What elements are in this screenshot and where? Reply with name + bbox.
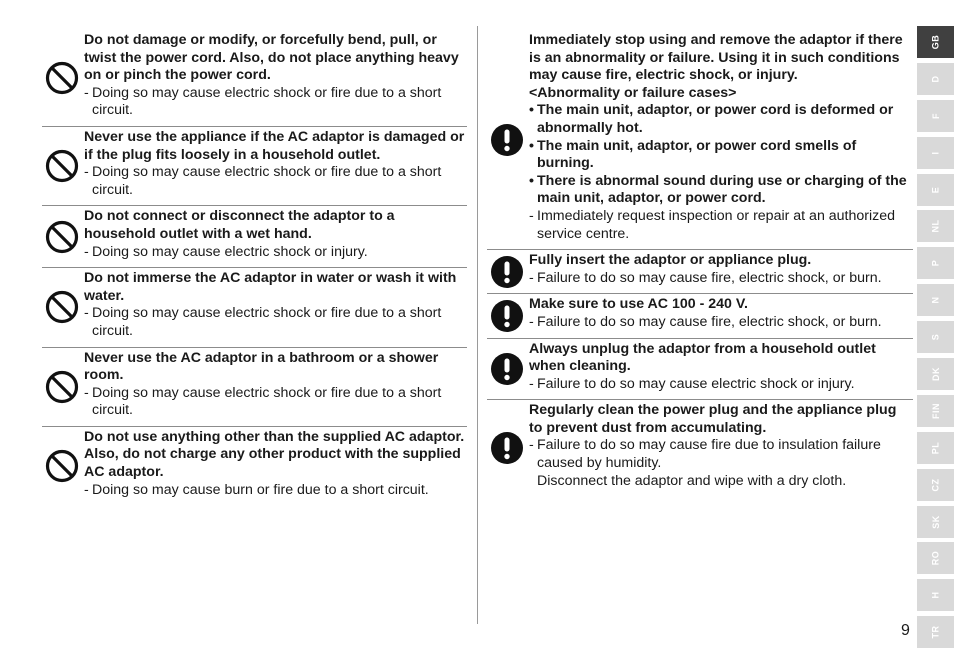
warning-heading: Do not damage or modify, or forcefully bend, pull, or twist the power cord. Also, do not place anything heavy on or pinch the power cord. [84,32,459,84]
abnormality-case: • There is abnormal sound during use or charging of the main unit, adaptor, or power cord. [529,173,913,208]
language-tab-h[interactable] [917,579,954,611]
language-tab-s[interactable] [917,321,954,353]
warning-consequence: - Doing so may cause electric shock or fire due to a short circuit. [84,164,467,199]
language-tab-label: RO [930,551,941,566]
warning-consequence: - Immediately request inspection or repair at an authorized service centre. [529,208,913,243]
prohibition-icon [45,290,79,324]
language-tab-label: H [930,591,941,599]
warning-consequence: - Doing so may cause electric shock or injury. [84,244,467,262]
language-tab-label: P [930,260,941,267]
language-tab-label: GB [930,34,941,50]
warning-heading: Do not immerse the AC adaptor in water or wash it with water. [84,270,457,304]
language-tab-fin[interactable] [917,395,954,427]
language-tab-d[interactable] [917,63,954,95]
language-tab-tr[interactable] [917,616,954,648]
warning-consequence: - Failure to do so may cause electric shock or injury. [529,376,913,394]
language-tab-label: TR [930,625,941,639]
language-tab-nl[interactable] [917,210,954,242]
warning-block [42,426,467,505]
language-tab-n[interactable] [917,284,954,316]
language-tabs [917,26,954,653]
mandatory-action-icon [490,352,524,386]
warning-block [487,249,913,293]
warning-block [42,205,467,267]
warning-block [487,293,913,337]
mandatory-action-icon [490,299,524,333]
prohibition-icon [45,370,79,404]
warning-consequence: - Doing so may cause electric shock or fire due to a short circuit. [84,85,467,120]
warning-consequence: - Failure to do so may cause fire due to insulation failure caused by humidity. [529,437,913,472]
warning-block-abnormality [487,30,913,249]
language-tab-label: S [930,333,941,341]
language-tab-gb[interactable] [917,26,954,58]
language-tab-i[interactable] [917,137,954,169]
warning-block [42,30,467,126]
prohibition-icon [45,220,79,254]
language-tab-sk[interactable] [917,506,954,538]
language-tab-pl[interactable] [917,432,954,464]
warning-heading: Do not connect or disconnect the adaptor to a household outlet with a wet hand. [84,208,395,242]
language-tab-label: NL [930,219,941,233]
language-tab-label: N [930,296,941,304]
language-tab-label: I [930,151,941,155]
warning-consequence: - Doing so may cause burn or fire due to a short circuit. [84,482,467,500]
language-tab-dk[interactable] [917,358,954,390]
language-tab-label: CZ [930,478,941,492]
left-column [42,30,467,505]
language-tab-f[interactable] [917,100,954,132]
right-column [487,30,913,496]
warning-heading: Do not use anything other than the supplied AC adaptor. Also, do not charge any other product with the supplied AC adaptor. [84,428,465,481]
warning-heading: Never use the AC adaptor in a bathroom or a shower room. [84,349,439,384]
warning-consequence: - Failure to do so may cause fire, electric shock, or burn. [529,270,913,288]
language-tab-p[interactable] [917,247,954,279]
abnormality-case: • The main unit, adaptor, or power cord smells of burning. [529,138,913,173]
abnormality-cases-heading: <Abnormality or failure cases> [529,84,737,101]
warning-heading: Immediately stop using and remove the adaptor if there is an abnormality or failure. Using it in such conditions may cause fire, electric shock, or injury. [529,32,903,84]
language-tab-label: E [930,186,941,193]
mandatory-action-icon [490,255,524,289]
language-tab-label: D [930,75,941,83]
warning-block [487,338,913,400]
warning-block [487,399,913,496]
language-tab-e[interactable] [917,174,954,206]
mandatory-action-icon [490,123,524,157]
warning-block [42,347,467,426]
abnormality-case: • The main unit, adaptor, or power cord is deformed or abnormally hot. [529,102,913,137]
warning-block [42,126,467,205]
language-tab-label: SK [930,514,941,529]
warning-note: Disconnect the adaptor and wipe with a dry cloth. [537,472,847,489]
prohibition-icon [45,61,79,95]
warning-heading: Always unplug the adaptor from a household outlet when cleaning. [529,340,876,375]
warning-consequence: - Failure to do so may cause fire, electric shock, or burn. [529,314,913,332]
language-tab-label: DK [930,367,941,382]
warning-heading: Regularly clean the power plug and the appliance plug to prevent dust from accumulating. [529,402,897,436]
language-tab-label: FIN [930,402,941,419]
language-tab-cz[interactable] [917,469,954,501]
warning-consequence: - Doing so may cause electric shock or fire due to a short circuit. [84,385,467,420]
warning-heading: Make sure to use AC 100 - 240 V. [529,296,748,313]
page-number: 9 [901,622,910,639]
warning-heading: Never use the appliance if the AC adaptor is damaged or if the plug fits loosely in a household outlet. [84,128,465,163]
language-tab-label: F [930,112,941,119]
warning-heading: Fully insert the adaptor or appliance plug. [529,252,812,269]
prohibition-icon [45,449,79,483]
language-tab-label: PL [930,441,941,455]
warning-block [42,267,467,346]
warning-consequence: - Doing so may cause electric shock or fire due to a short circuit. [84,305,467,340]
prohibition-icon [45,149,79,183]
language-tab-ro[interactable] [917,542,954,574]
mandatory-action-icon [490,431,524,465]
column-divider [477,26,478,624]
